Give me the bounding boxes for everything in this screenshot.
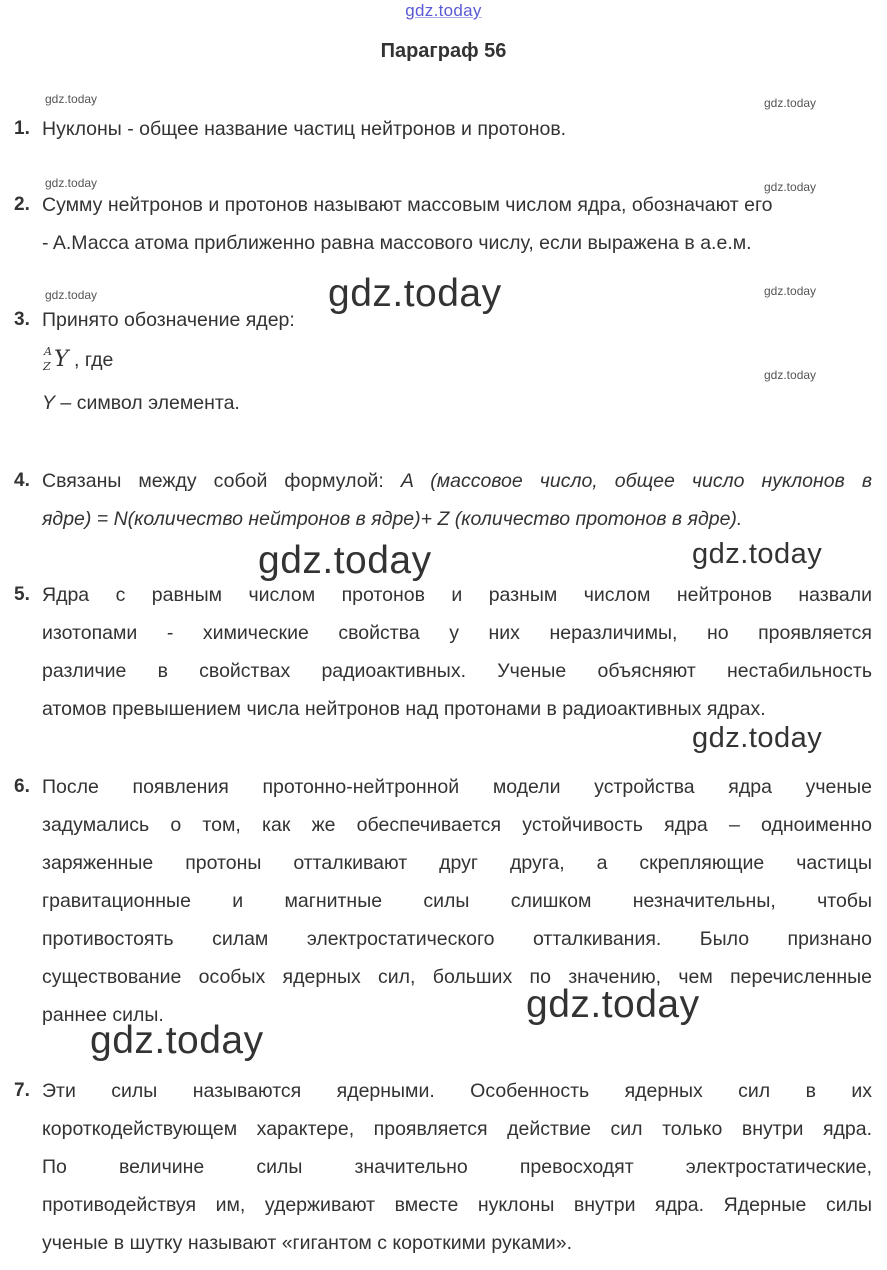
item-7-line-5: ученые в шутку называют «гигантом с короткими руками». [42,1232,573,1254]
watermark: gdz.today [764,180,817,194]
element-symbol: Y [54,347,69,372]
watermark: gdz.today [45,176,98,190]
item-7-line-4: противодействуя им, удерживают вместе нуклоны внутри ядра. Ядерные силы [42,1194,872,1216]
item-5-line-4: атомов превышением числа нейтронов над протонами в радиоактивных ядрах. [42,698,766,720]
watermark: gdz.today [764,96,817,110]
charge-number-symbol: Z [43,360,51,373]
mass-number-symbol: A [44,345,52,358]
watermark: gdz.today [45,288,98,302]
item-2-line-2: - A.Масса атома приближенно равна массового числу, если выражена в а.е.м. [42,232,752,254]
item-7-line-2: короткодействующем характере, проявляется действие сил только внутри ядра. [42,1118,872,1140]
item-4-line-1-italic: A (массовое число, общее число нуклонов в [400,470,872,492]
item-6-line-5: противостоять силам электростатического отталкивания. Было признано [42,928,872,950]
item-3-definition [42,391,872,415]
item-number: 6. [14,776,30,797]
formula-suffix: , где [74,349,114,371]
item-number: 4. [14,470,30,491]
item-5-line-2: изотопами - химические свойства у них неразличимы, но проявляется [42,622,872,644]
item-7-line-1: Эти силы называются ядерными. Особенность ядерных сил в их [42,1080,872,1102]
item-number: 1. [14,118,30,139]
definition-symbol: Y [42,392,56,414]
item-5-line-3: различие в свойствах радиоактивных. Ученые объясняют нестабильность [42,660,872,682]
item-6-line-7: раннее силы. [42,1004,164,1026]
watermark-large: gdz.today [526,983,700,1026]
watermark-large: gdz.today [328,272,502,315]
item-number: 3. [14,309,30,330]
item-2-line-1: Сумму нейтронов и протонов называют массовым числом ядра, обозначают его [42,194,773,216]
watermark-medium: gdz.today [692,538,823,570]
item-number: 5. [14,584,30,605]
item-4-line-1-prefix: Связаны между собой формулой: [42,470,401,492]
item-4-line-2: ядре) = N(количество нейтронов в ядре)+ Z (количество протонов в ядре). [42,508,743,530]
item-5-line-1: Ядра с равным числом протонов и разным числом нейтронов назвали [42,584,872,606]
site-logo[interactable]: gdz.today [405,1,482,20]
item-6-line-1: После появления протонно-нейтронной модели устройства ядра ученые [42,776,872,798]
watermark: gdz.today [45,92,98,106]
definition-text: – символ элемента. [55,392,240,414]
watermark: gdz.today [764,284,817,298]
page-title: Параграф 56 [380,40,507,62]
item-1-line-1: Нуклоны - общее название частиц нейтронов и протонов. [42,118,567,140]
item-6-line-3: заряженные протоны отталкивают друг друга, а скрепляющие частицы [42,852,872,874]
watermark-medium: gdz.today [692,722,823,754]
item-3-line-1: Принято обозначение ядер: [42,309,295,331]
item-number: 2. [14,194,30,215]
item-6-line-6: существование особых ядерных сил, больших по значению, чем перечисленные [42,966,872,988]
watermark-large: gdz.today [90,1019,264,1062]
item-4-line-1 [42,469,872,493]
watermark: gdz.today [764,368,817,382]
item-6-line-4: гравитационные и магнитные силы слишком незначительны, чтобы [42,890,872,912]
watermark-large: gdz.today [258,539,432,582]
item-6-line-2: задумались о том, как же обеспечивается устойчивость ядра – одноименно [42,814,872,836]
item-number: 7. [14,1080,30,1101]
item-7-line-3: По величине силы значительно превосходят электростатические, [42,1156,872,1178]
